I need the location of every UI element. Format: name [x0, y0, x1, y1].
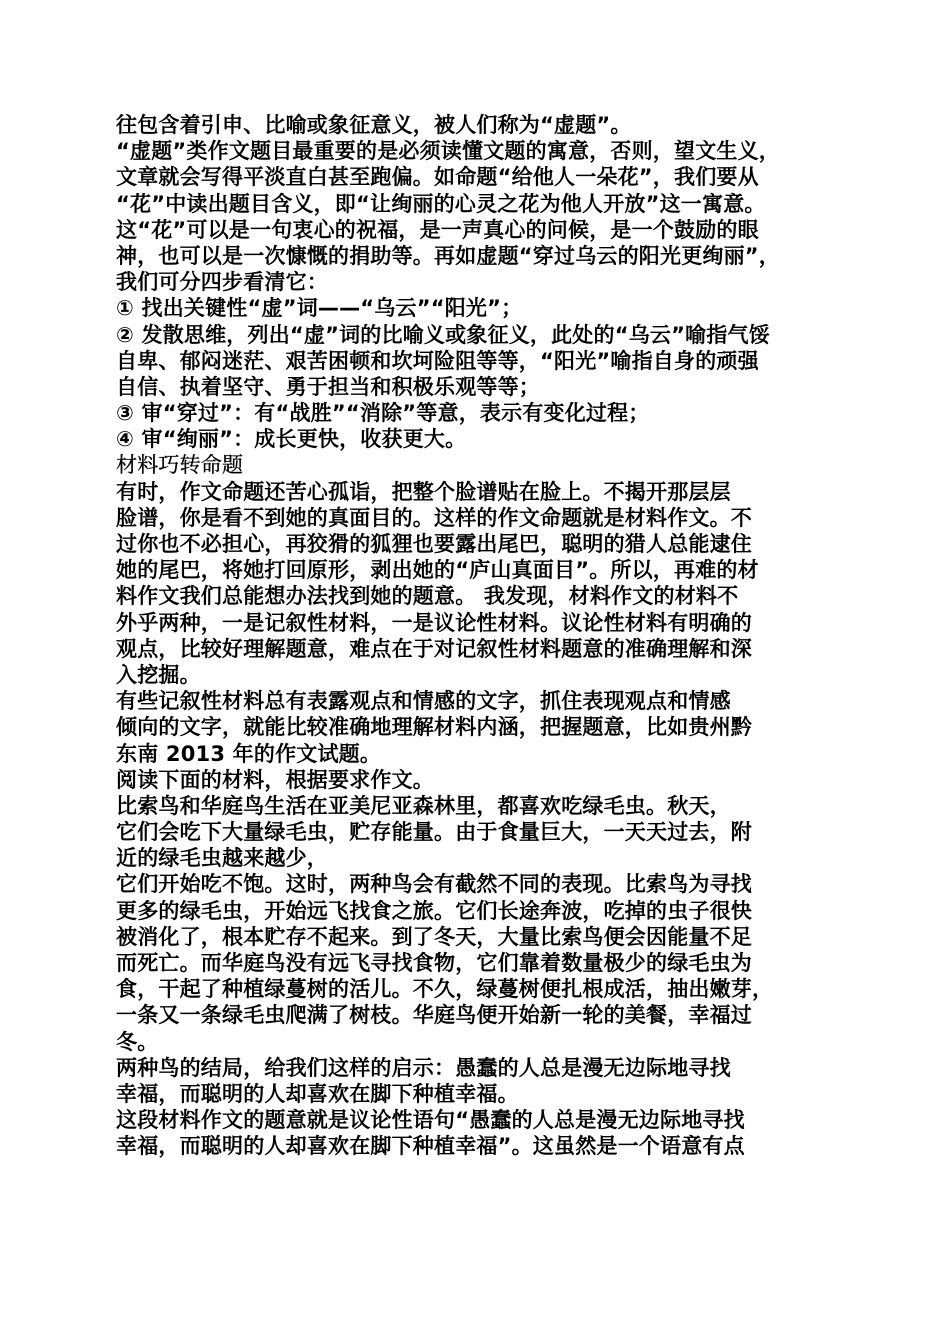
document-body: [116, 112, 838, 1160]
text-line: 这段材料作文的题意就是议论性语句“愚蠢的人总是漫无边际地寻找: [116, 1108, 745, 1133]
text-line: 我们可分四步看清它：: [116, 270, 328, 295]
text-line: 更多的绿毛虫，开始远飞找食之旅。它们长途奔波，吃掉的虫子很快: [116, 898, 752, 923]
text-line: 比索鸟和华庭鸟生活在亚美尼亚森林里，都喜欢吃绿毛虫。秋天，: [116, 793, 731, 818]
text-line: 入挖掘。: [116, 662, 201, 687]
text-line: 阅读下面的材料，根据要求作文。: [116, 767, 434, 792]
text-line: 往包含着引申、比喻或象征意义，被人们称为“虚题”。: [116, 113, 632, 137]
text-line: 她的尾巴，将她打回原形，剥出她的“庐山真面目”。所以，再难的材: [116, 558, 759, 583]
text-line: 一条又一条绿毛虫爬满了树枝。华庭鸟便开始新一轮的美餐，幸福过: [116, 1003, 752, 1028]
list-item-step-4: ④ 审“绚丽”：成长更快，收获更大。: [116, 427, 467, 452]
text-line: 外乎两种，一是记叙性材料，一是议论性材料。议论性材料有明确的: [116, 610, 752, 635]
text-line: “虚题”类作文题目最重要的是必须读懂文题的寓意，否则，望文生义，: [116, 139, 781, 164]
section-heading: 材料巧转命题: [116, 453, 244, 478]
text-line: 而死亡。而华庭鸟没有远飞寻找食物，它们靠着数量极少的绿毛虫为: [116, 951, 752, 975]
text-line: 脸谱，你是看不到她的真面目的。这样的作文命题就是材料作文。不: [116, 505, 752, 530]
text-line: 它们会吃下大量绿毛虫，贮存能量。由于食量巨大，一天天过去，附: [116, 820, 752, 845]
list-item-step-3: ③ 审“穿过”：有“战胜”“消除”等意，表示有变化过程；: [116, 401, 650, 426]
text-line: 幸福，而聪明的人却喜欢在脚下种植幸福”。这虽然是一个语意有点: [116, 1134, 745, 1159]
text-line: 神，也可以是一次慷慨的捐助等。再如虚题“穿过乌云的阳光更绚丽”，: [116, 243, 781, 268]
text-line: 倾向的文字，就能比较准确地理解材料内涵，把握题意，比如贵州黔: [116, 715, 752, 740]
text-line: 两种鸟的结局，给我们这样的启示：愚蠢的人总是漫无边际地寻找: [116, 1055, 731, 1080]
text-line: 食，干起了种植绿蔓树的活儿。不久，绿蔓树便扎根成活，抽出嫩芽，: [116, 977, 774, 1002]
text-line: “花”中读出题目含义，即“让绚丽的心灵之花为他人开放”这一寓意。: [116, 191, 766, 216]
text-line: 过你也不必担心，再狡猾的狐狸也要露出尾巴，聪明的猎人总能逮住: [116, 532, 752, 556]
text-line: 幸福，而聪明的人却喜欢在脚下种植幸福。: [116, 1081, 519, 1106]
text-line: 近的绿毛虫越来越少，: [116, 846, 328, 871]
text-line: 文章就会写得平淡直白甚至跑偏。如命题“给他人一朵花”，我们要从: [116, 165, 759, 190]
text-line: 观点，比较好理解题意，难点在于对记叙性材料题意的准确理解和深: [116, 636, 752, 661]
text-line: 自卑、郁闷迷茫、艰苦困顿和坎坷险阻等等，“阳光”喻指自身的顽强: [116, 348, 759, 373]
text-line: 东南 2013 年的作文试题。: [116, 741, 382, 766]
text-line: 料作文我们总能想办法找到她的题意。 我发现，材料作文的材料不: [116, 584, 739, 609]
text-line: 自信、执着坚守、勇于担当和积极乐观等等；: [116, 374, 540, 399]
text-line: 被消化了，根本贮存不起来。到了冬天，大量比索鸟便会因能量不足: [116, 924, 752, 949]
text-line: 有些记叙性材料总有表露观点和情感的文字，抓住表现观点和情感: [116, 689, 731, 714]
text-line: 它们开始吃不饱。这时，两种鸟会有截然不同的表现。比索鸟为寻找: [116, 872, 752, 897]
text-line: 冬。: [116, 1029, 159, 1054]
text-line: 有时，作文命题还苦心孤诣，把整个脸谱贴在脸上。不揭开那层层: [116, 479, 731, 504]
list-item-step-2: ② 发散思维，列出“虚”词的比喻义或象征义，此处的“乌云”喻指气馁: [116, 322, 770, 347]
text-line: 这“花”可以是一句衷心的祝福，是一声真心的问候，是一个鼓励的眼: [116, 217, 759, 242]
list-item-step-1: ① 找出关键性“虚”词——“乌云”“阳光”；: [116, 296, 523, 321]
